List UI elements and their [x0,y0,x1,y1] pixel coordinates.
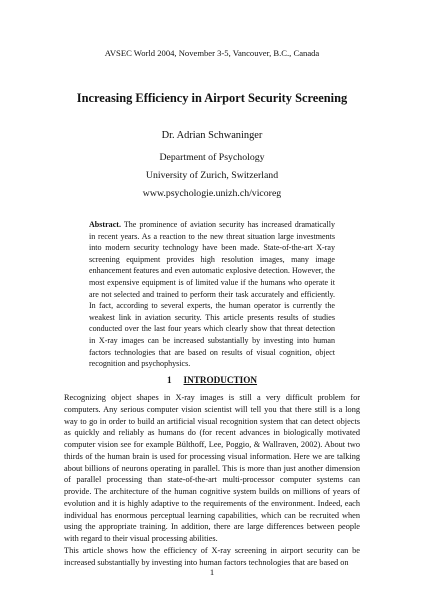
running-header: AVSEC World 2004, November 3-5, Vancouver, B.C., Canada [104,48,320,58]
affiliation-url: www.psychologie.unizh.ch/vicoreg [142,188,282,199]
section-number: 1 [166,375,172,385]
section-heading [0,375,424,385]
affiliation-university: University of Zurich, Switzerland [145,170,279,181]
body-paragraph: Recognizing object shapes in X-ray images is still a very difficult problem for computers. Any serious computer vision scientist will tell you that there still is a long way to go in order to build an artificial visual recognition system that can detect objects as quickly and reliably as humans do (for recent advances in biologically motivated computer vision see for example Bülthoff, Lee, Poggio, & Wallraven, 2002). About two thirds of the human brain is used for processing visual information. Here we are talking about billions of neurons operating in parallel. This is more than just another dimension of parallel processing than state-of-the-art multi-processor computer systems can provide. The architecture of the human cognitive system builds on millions of years of evolution and it is highly adaptive to the requirements of the environment. Indeed, each individual has enormous perceptual learning capabilities, which can be recruited when using the appropriate training. In addition, there are large differences between people with regard to their visual processing abilities. [64,393,360,543]
abstract [89,219,335,370]
body-text [64,392,360,568]
author-name: Dr. Adrian Schwaninger [161,130,263,141]
paper-title: Increasing Efficiency in Airport Security Screening [76,91,348,105]
page-number: 1 [209,567,215,577]
abstract-text: The prominence of aviation security has increased dramatically in recent years. As a reaction to the new threat situation large investments into modern security technology have been made. State-of-the-art X-ray screening equipment provides high resolution images, many image enhancement features and even automatic explosive detection. However, the most expensive equipment is of limited value if the humans who operate it are not selected and trained to perform their task accurately and efficiently. In fact, according to several experts, the human operator is currently the weakest link in aviation security. This article presents results of studies conducted over the last four years which clearly show that threat detection in X-ray images can be increased substantially by investing into human factors technologies that are based on results of visual cognition, object recognition and psychophysics. [89,220,335,369]
affiliation-department: Department of Psychology [159,152,265,163]
abstract-label: Abstract. [89,220,121,229]
body-paragraph: This article shows how the efficiency of X-ray screening in airport security can be increased substantially by investing into human factors technologies that are based on [64,545,360,567]
section-title: INTRODUCTION [183,375,258,385]
